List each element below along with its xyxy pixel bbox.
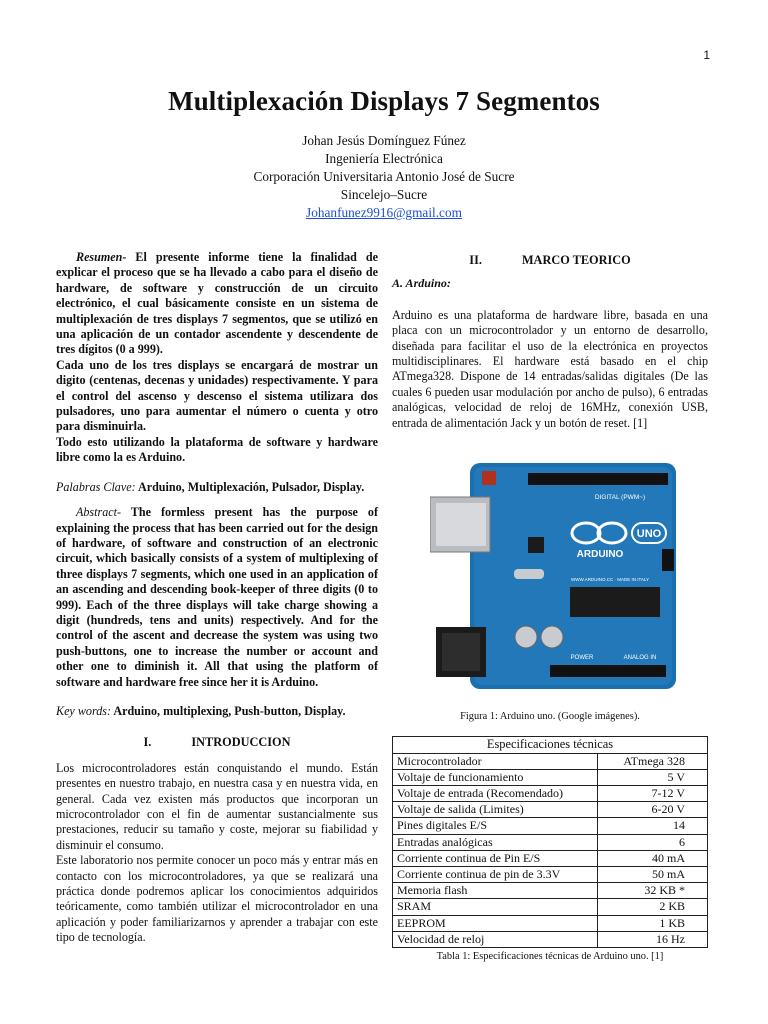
author-city: Sincelejo–Sucre [340,187,428,202]
table-row [393,802,708,818]
spec-value: 16 Hz [598,931,708,947]
table-row [393,850,708,866]
spec-value: 2 KB [598,899,708,915]
intro-paragraph-2: Este laboratorio nos permite conocer un poco más y entrar más en contacto con los microcontroladores, ya que se realizará una práctica donde podremos aplicar los conocimientos adquiridos teóricamente, como también utilizar el microcontrolador en una aplicación y poder familiarizarnos y aprender a trabajar con este tipo de tecnología. [56,853,378,945]
spec-value: 14 [598,818,708,834]
spec-label: Entradas analógicas [393,834,598,850]
spec-label: Pines digitales E/S [393,818,598,834]
table-caption: Tabla 1: Especificaciones técnicas de Arduino uno. [1] [436,950,664,962]
key-words: Key words: Arduino, multiplexing, Push-button, Display. [56,703,346,718]
spec-value: 40 mA [598,850,708,866]
abstract-label: Abstract- [76,505,122,520]
spec-label: SRAM [393,899,598,915]
board-uno-label: UNO [636,528,662,541]
spec-value: 1 KB [598,915,708,931]
palabras-clave: Palabras Clave: Arduino, Multiplexación, Pulsador, Display. [56,479,365,494]
table-row [393,883,708,899]
author-block [0,132,768,222]
table-row [393,834,708,850]
spec-table [392,736,708,947]
palabras-clave-label: Palabras Clave: [56,479,136,494]
spec-label: Voltaje de funcionamiento [393,769,598,785]
table-row [393,786,708,802]
spec-label: Voltaje de entrada (Recomendado) [393,786,598,802]
author-email-link[interactable]: Johanfunez9916@gmail.com [306,205,462,220]
spec-value: 6 [598,834,708,850]
spec-label: Corriente continua de Pin E/S [393,850,598,866]
spec-value: 7-12 V [598,786,708,802]
author-name: Johan Jesús Domínguez Fúnez [302,133,466,148]
spec-value: 6-20 V [598,802,708,818]
table-row [393,899,708,915]
resumen-label: Resumen- [76,250,127,264]
board-digital-label: DIGITAL (PWM~) [594,494,646,502]
spec-table-header: Especificaciones técnicas [393,737,708,753]
spec-label: Memoria flash [393,883,598,899]
arduino-board-image [430,459,680,694]
spec-value: ATmega 328 [598,753,708,769]
arduino-figure [392,459,708,699]
spec-value: 32 KB * [598,883,708,899]
spec-value: 5 V [598,769,708,785]
board-analog-label: ANALOG IN [623,655,657,662]
board-power-label: POWER [570,655,594,662]
spec-label: Voltaje de salida (Limites) [393,802,598,818]
spec-label: Velocidad de reloj [393,931,598,947]
page-number: 1 [703,48,710,62]
board-brand-label: ARDUINO [576,549,624,561]
right-column [392,250,708,964]
table-row [393,818,708,834]
left-column [56,250,378,946]
table-row [393,866,708,882]
resumen-paragraph: Resumen- El presente informe tiene la finalidad de explicar el proceso que se ha llevado a cabo para el diseño de hardware, de software y construcción de un circuito electrónico, el cual básicamente consiste en un sistema de multiplexación de tres displays 7 segmentos, que se utilizó en una aplicación de un contador ascendente y descendente de tres dígitos (0 a 999). [56,250,378,357]
marco-paragraph: Arduino es una plataforma de hardware libre, basada en una placa con un microcontrolador y un entorno de desarrollo, diseñada para facilitar el uso de la electrónica en proyectos multidisciplinares. El hardware está basado en el chip ATmega328. Dispone de 14 entradas/salidas digitales (De las cuales 6 pueden usar modulación por ancho de pulso), 6 entradas analógicas, velocidad de reloj de 16MHz, conexión USB, entrada de alimentación Jack y un botón de reset. [1] [392,307,708,430]
spec-label: EEPROM [393,915,598,931]
board-site-label: WWW.ARDUINO.CC · MADE IN ITALY [570,577,650,583]
resumen-paragraph-3: Todo esto utilizando la plataforma de software y hardware libre como la es Arduino. [56,434,378,465]
spec-value: 50 mA [598,866,708,882]
author-program: Ingeniería Electrónica [325,151,443,166]
intro-heading: I. INTRODUCCION [143,735,291,750]
abstract-paragraph: Abstract- The formless present has the purpose of explaining the process that has been carried out for the design of hardware, of software and construction of an electronic circuit, which basically consists of a system of multiplexing of three displays 7 segments, which one used in an application of an ascending and descending book-keeper of three digits (0 to 999). Each of the three displays will take charge showing a digit (hundreds, tens and units) respectively. And for the control of the ascent and decrease the system was using two push-buttons, one to increase the number or account and other one to diminish it. All that using the platform of software and hardware free since her it is Arduino. [56,505,378,689]
intro-paragraph-1: Los microcontroladores están conquistando el mundo. Están presentes en nuestro trabajo, en nuestra casa y en nuestra vida, en general. Cada vez existen más productos que incorporan un microcontrolador con el fin de aumentar sustancialmente sus prestaciones, reducir su tamaño y coste, mejorar su fiabilidad y disminuir el consumo. [56,760,378,852]
spec-label: Microcontrolador [393,753,598,769]
resumen-paragraph-2: Cada uno de los tres displays se encargará de mostrar un digito (centenas, decenas y unidades) respectivamente. Y para el control del ascenso y descenso el sistema utilizara dos pulsadores, uno para aumentar el número o cuenta y otro para disminuirla. [56,357,378,434]
table-row [393,931,708,947]
table-row [393,753,708,769]
key-words-label: Key words: [56,703,111,718]
author-university: Corporación Universitaria Antonio José de Sucre [253,169,515,184]
marco-heading: II. MARCO TEORICO [469,253,631,267]
paper-title: Multiplexación Displays 7 Segmentos [168,86,600,116]
table-row [393,769,708,785]
figure-caption: Figura 1: Arduino uno. (Google imágenes). [460,711,640,723]
table-row [393,915,708,931]
arduino-subheading: A. Arduino: [392,276,451,291]
spec-label: Corriente continua de pin de 3.3V [393,866,598,882]
